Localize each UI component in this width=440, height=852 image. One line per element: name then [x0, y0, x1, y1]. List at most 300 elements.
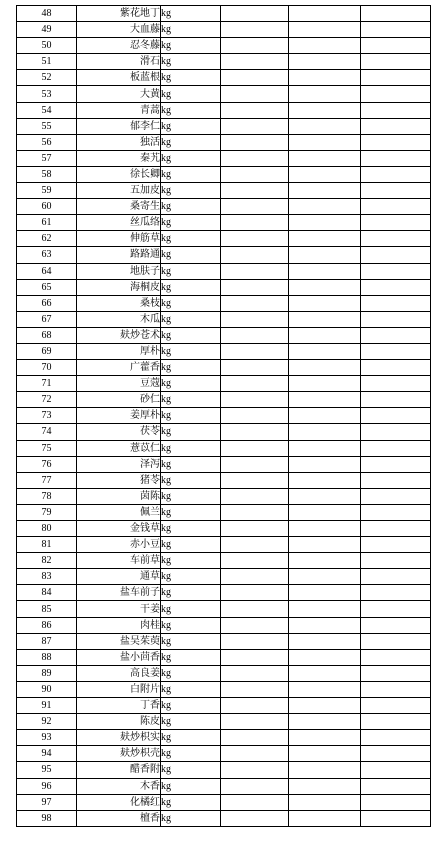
- herb-name-cell: 木香: [77, 778, 161, 794]
- herb-name-cell: 五加皮: [77, 183, 161, 199]
- row-number-cell: 98: [17, 810, 77, 826]
- empty-cell: [361, 311, 431, 327]
- unit-cell: kg: [161, 762, 221, 778]
- unit-cell: kg: [161, 263, 221, 279]
- empty-cell: [361, 231, 431, 247]
- empty-cell: [289, 440, 361, 456]
- row-number-cell: 87: [17, 633, 77, 649]
- empty-cell: [361, 6, 431, 22]
- empty-cell: [361, 456, 431, 472]
- table-row: [17, 231, 431, 247]
- table-row: [17, 86, 431, 102]
- row-number-cell: 74: [17, 424, 77, 440]
- herb-name-cell: 薏苡仁: [77, 440, 161, 456]
- empty-cell: [361, 504, 431, 520]
- row-number-cell: 53: [17, 86, 77, 102]
- empty-cell: [361, 440, 431, 456]
- row-number-cell: 57: [17, 150, 77, 166]
- empty-cell: [361, 38, 431, 54]
- herb-name-cell: 茵陈: [77, 488, 161, 504]
- unit-cell: kg: [161, 38, 221, 54]
- empty-cell: [221, 762, 289, 778]
- row-number-cell: 86: [17, 617, 77, 633]
- table-row: [17, 569, 431, 585]
- empty-cell: [361, 118, 431, 134]
- row-number-cell: 66: [17, 295, 77, 311]
- table-row: [17, 6, 431, 22]
- herb-name-cell: 大血藤: [77, 22, 161, 38]
- table-row: [17, 38, 431, 54]
- herb-name-cell: 地肤子: [77, 263, 161, 279]
- empty-cell: [221, 134, 289, 150]
- empty-cell: [221, 215, 289, 231]
- empty-cell: [289, 343, 361, 359]
- herb-name-cell: 豆蔻: [77, 376, 161, 392]
- empty-cell: [361, 762, 431, 778]
- row-number-cell: 55: [17, 118, 77, 134]
- row-number-cell: 81: [17, 537, 77, 553]
- row-number-cell: 72: [17, 392, 77, 408]
- table-row: [17, 585, 431, 601]
- table-row: [17, 553, 431, 569]
- herb-name-cell: 通草: [77, 569, 161, 585]
- row-number-cell: 65: [17, 279, 77, 295]
- row-number-cell: 78: [17, 488, 77, 504]
- empty-cell: [289, 54, 361, 70]
- unit-cell: kg: [161, 279, 221, 295]
- empty-cell: [361, 295, 431, 311]
- empty-cell: [289, 633, 361, 649]
- empty-cell: [289, 215, 361, 231]
- empty-cell: [361, 794, 431, 810]
- empty-cell: [361, 698, 431, 714]
- unit-cell: kg: [161, 231, 221, 247]
- table-row: [17, 746, 431, 762]
- empty-cell: [361, 22, 431, 38]
- unit-cell: kg: [161, 617, 221, 633]
- empty-cell: [221, 279, 289, 295]
- herb-name-cell: 车前草: [77, 553, 161, 569]
- table-row: [17, 424, 431, 440]
- empty-cell: [289, 424, 361, 440]
- table-row: [17, 343, 431, 359]
- empty-cell: [221, 118, 289, 134]
- row-number-cell: 76: [17, 456, 77, 472]
- herb-name-cell: 大黄: [77, 86, 161, 102]
- unit-cell: kg: [161, 746, 221, 762]
- row-number-cell: 79: [17, 504, 77, 520]
- empty-cell: [221, 199, 289, 215]
- row-number-cell: 88: [17, 649, 77, 665]
- herb-name-cell: 独活: [77, 134, 161, 150]
- empty-cell: [361, 778, 431, 794]
- empty-cell: [221, 649, 289, 665]
- empty-cell: [221, 247, 289, 263]
- row-number-cell: 63: [17, 247, 77, 263]
- table-row: [17, 150, 431, 166]
- empty-cell: [289, 134, 361, 150]
- empty-cell: [361, 601, 431, 617]
- empty-cell: [221, 360, 289, 376]
- unit-cell: kg: [161, 521, 221, 537]
- row-number-cell: 73: [17, 408, 77, 424]
- row-number-cell: 52: [17, 70, 77, 86]
- herb-name-cell: 泽泻: [77, 456, 161, 472]
- herb-name-cell: 檀香: [77, 810, 161, 826]
- table-row: [17, 714, 431, 730]
- empty-cell: [289, 70, 361, 86]
- empty-cell: [289, 778, 361, 794]
- herb-name-cell: 桑寄生: [77, 199, 161, 215]
- empty-cell: [221, 86, 289, 102]
- unit-cell: kg: [161, 424, 221, 440]
- empty-cell: [221, 408, 289, 424]
- herb-name-cell: 青蒿: [77, 102, 161, 118]
- row-number-cell: 61: [17, 215, 77, 231]
- unit-cell: kg: [161, 295, 221, 311]
- table-row: [17, 327, 431, 343]
- empty-cell: [361, 585, 431, 601]
- unit-cell: kg: [161, 504, 221, 520]
- herb-name-cell: 海桐皮: [77, 279, 161, 295]
- row-number-cell: 96: [17, 778, 77, 794]
- empty-cell: [221, 456, 289, 472]
- table-row: [17, 279, 431, 295]
- table-row: [17, 376, 431, 392]
- empty-cell: [221, 665, 289, 681]
- empty-cell: [221, 569, 289, 585]
- table-row: [17, 456, 431, 472]
- row-number-cell: 75: [17, 440, 77, 456]
- empty-cell: [221, 601, 289, 617]
- table-row: [17, 311, 431, 327]
- empty-cell: [361, 553, 431, 569]
- table-row: [17, 504, 431, 520]
- herb-name-cell: 赤小豆: [77, 537, 161, 553]
- table-row: [17, 794, 431, 810]
- unit-cell: kg: [161, 537, 221, 553]
- table-row: [17, 118, 431, 134]
- empty-cell: [361, 472, 431, 488]
- empty-cell: [361, 360, 431, 376]
- empty-cell: [289, 617, 361, 633]
- empty-cell: [361, 665, 431, 681]
- row-number-cell: 97: [17, 794, 77, 810]
- table-row: [17, 134, 431, 150]
- empty-cell: [221, 681, 289, 697]
- empty-cell: [361, 199, 431, 215]
- empty-cell: [221, 617, 289, 633]
- row-number-cell: 71: [17, 376, 77, 392]
- unit-cell: kg: [161, 714, 221, 730]
- empty-cell: [289, 86, 361, 102]
- empty-cell: [289, 102, 361, 118]
- unit-cell: kg: [161, 376, 221, 392]
- table-row: [17, 215, 431, 231]
- unit-cell: kg: [161, 585, 221, 601]
- empty-cell: [289, 762, 361, 778]
- herb-name-cell: 徐长卿: [77, 166, 161, 182]
- table-row: [17, 183, 431, 199]
- unit-cell: kg: [161, 311, 221, 327]
- empty-cell: [361, 247, 431, 263]
- unit-cell: kg: [161, 134, 221, 150]
- herb-name-cell: 茯苓: [77, 424, 161, 440]
- empty-cell: [221, 166, 289, 182]
- table-row: [17, 698, 431, 714]
- table-row: [17, 665, 431, 681]
- unit-cell: kg: [161, 665, 221, 681]
- empty-cell: [361, 810, 431, 826]
- empty-cell: [221, 392, 289, 408]
- row-number-cell: 60: [17, 199, 77, 215]
- empty-cell: [289, 794, 361, 810]
- empty-cell: [289, 360, 361, 376]
- empty-cell: [361, 488, 431, 504]
- unit-cell: kg: [161, 215, 221, 231]
- table-row: [17, 810, 431, 826]
- empty-cell: [361, 102, 431, 118]
- empty-cell: [221, 698, 289, 714]
- unit-cell: kg: [161, 553, 221, 569]
- empty-cell: [221, 714, 289, 730]
- empty-cell: [289, 569, 361, 585]
- unit-cell: kg: [161, 778, 221, 794]
- empty-cell: [221, 327, 289, 343]
- empty-cell: [289, 521, 361, 537]
- row-number-cell: 95: [17, 762, 77, 778]
- table-row: [17, 778, 431, 794]
- row-number-cell: 58: [17, 166, 77, 182]
- empty-cell: [289, 199, 361, 215]
- row-number-cell: 64: [17, 263, 77, 279]
- table-row: [17, 488, 431, 504]
- empty-cell: [221, 54, 289, 70]
- table-row: [17, 392, 431, 408]
- table-row: [17, 681, 431, 697]
- unit-cell: kg: [161, 633, 221, 649]
- empty-cell: [221, 183, 289, 199]
- herb-name-cell: 干姜: [77, 601, 161, 617]
- row-number-cell: 82: [17, 553, 77, 569]
- empty-cell: [221, 504, 289, 520]
- empty-cell: [221, 263, 289, 279]
- empty-cell: [221, 102, 289, 118]
- herb-name-cell: 醋香附: [77, 762, 161, 778]
- empty-cell: [221, 778, 289, 794]
- unit-cell: kg: [161, 247, 221, 263]
- empty-cell: [289, 665, 361, 681]
- table-row: [17, 633, 431, 649]
- herb-name-cell: 高良姜: [77, 665, 161, 681]
- empty-cell: [221, 810, 289, 826]
- herb-name-cell: 佩兰: [77, 504, 161, 520]
- row-number-cell: 54: [17, 102, 77, 118]
- empty-cell: [289, 118, 361, 134]
- empty-cell: [361, 521, 431, 537]
- herb-name-cell: 木瓜: [77, 311, 161, 327]
- herb-name-cell: 伸筋草: [77, 231, 161, 247]
- row-number-cell: 80: [17, 521, 77, 537]
- unit-cell: kg: [161, 440, 221, 456]
- empty-cell: [221, 150, 289, 166]
- unit-cell: kg: [161, 698, 221, 714]
- row-number-cell: 89: [17, 665, 77, 681]
- empty-cell: [361, 327, 431, 343]
- empty-cell: [221, 343, 289, 359]
- empty-cell: [289, 376, 361, 392]
- table-row: [17, 537, 431, 553]
- herb-name-cell: 陈皮: [77, 714, 161, 730]
- herb-name-cell: 麸炒苍术: [77, 327, 161, 343]
- herb-name-cell: 丝瓜络: [77, 215, 161, 231]
- empty-cell: [221, 231, 289, 247]
- empty-cell: [361, 633, 431, 649]
- empty-cell: [289, 6, 361, 22]
- row-number-cell: 83: [17, 569, 77, 585]
- unit-cell: kg: [161, 343, 221, 359]
- herb-name-cell: 广藿香: [77, 360, 161, 376]
- empty-cell: [289, 247, 361, 263]
- empty-cell: [361, 746, 431, 762]
- unit-cell: kg: [161, 569, 221, 585]
- unit-cell: kg: [161, 360, 221, 376]
- unit-cell: kg: [161, 6, 221, 22]
- herb-name-cell: 姜厚朴: [77, 408, 161, 424]
- empty-cell: [289, 504, 361, 520]
- unit-cell: kg: [161, 118, 221, 134]
- empty-cell: [289, 456, 361, 472]
- unit-cell: kg: [161, 327, 221, 343]
- row-number-cell: 68: [17, 327, 77, 343]
- unit-cell: kg: [161, 472, 221, 488]
- row-number-cell: 70: [17, 360, 77, 376]
- herb-name-cell: 丁香: [77, 698, 161, 714]
- herb-name-cell: 板蓝根: [77, 70, 161, 86]
- empty-cell: [221, 295, 289, 311]
- herb-name-cell: 忍冬藤: [77, 38, 161, 54]
- empty-cell: [289, 698, 361, 714]
- empty-cell: [361, 54, 431, 70]
- unit-cell: kg: [161, 102, 221, 118]
- empty-cell: [221, 794, 289, 810]
- empty-cell: [361, 649, 431, 665]
- herb-name-cell: 猪苓: [77, 472, 161, 488]
- empty-cell: [289, 537, 361, 553]
- empty-cell: [289, 38, 361, 54]
- empty-cell: [221, 70, 289, 86]
- empty-cell: [361, 166, 431, 182]
- empty-cell: [361, 617, 431, 633]
- herb-name-cell: 麸炒枳壳: [77, 746, 161, 762]
- row-number-cell: 59: [17, 183, 77, 199]
- empty-cell: [361, 537, 431, 553]
- empty-cell: [289, 601, 361, 617]
- empty-cell: [361, 569, 431, 585]
- unit-cell: kg: [161, 794, 221, 810]
- row-number-cell: 93: [17, 730, 77, 746]
- unit-cell: kg: [161, 730, 221, 746]
- table-row: [17, 166, 431, 182]
- unit-cell: kg: [161, 810, 221, 826]
- row-number-cell: 49: [17, 22, 77, 38]
- unit-cell: kg: [161, 150, 221, 166]
- empty-cell: [289, 231, 361, 247]
- table-row: [17, 521, 431, 537]
- herb-name-cell: 金钱草: [77, 521, 161, 537]
- row-number-cell: 51: [17, 54, 77, 70]
- empty-cell: [221, 488, 289, 504]
- unit-cell: kg: [161, 488, 221, 504]
- herb-name-cell: 化橘红: [77, 794, 161, 810]
- empty-cell: [221, 521, 289, 537]
- herb-name-cell: 路路通: [77, 247, 161, 263]
- empty-cell: [361, 392, 431, 408]
- herb-name-cell: 厚朴: [77, 343, 161, 359]
- unit-cell: kg: [161, 70, 221, 86]
- unit-cell: kg: [161, 166, 221, 182]
- empty-cell: [289, 730, 361, 746]
- empty-cell: [361, 714, 431, 730]
- empty-cell: [221, 746, 289, 762]
- empty-cell: [289, 311, 361, 327]
- row-number-cell: 62: [17, 231, 77, 247]
- empty-cell: [221, 424, 289, 440]
- empty-cell: [289, 279, 361, 295]
- herb-name-cell: 盐小茴香: [77, 649, 161, 665]
- empty-cell: [221, 730, 289, 746]
- empty-cell: [289, 295, 361, 311]
- empty-cell: [221, 633, 289, 649]
- empty-cell: [361, 424, 431, 440]
- unit-cell: kg: [161, 456, 221, 472]
- table-row: [17, 472, 431, 488]
- herb-name-cell: 桑枝: [77, 295, 161, 311]
- empty-cell: [221, 311, 289, 327]
- empty-cell: [289, 22, 361, 38]
- unit-cell: kg: [161, 649, 221, 665]
- row-number-cell: 69: [17, 343, 77, 359]
- herb-name-cell: 滑石: [77, 54, 161, 70]
- empty-cell: [289, 150, 361, 166]
- unit-cell: kg: [161, 183, 221, 199]
- table-row: [17, 22, 431, 38]
- empty-cell: [361, 279, 431, 295]
- empty-cell: [361, 263, 431, 279]
- empty-cell: [361, 215, 431, 231]
- table-row: [17, 617, 431, 633]
- empty-cell: [289, 649, 361, 665]
- empty-cell: [289, 263, 361, 279]
- row-number-cell: 92: [17, 714, 77, 730]
- empty-cell: [361, 730, 431, 746]
- empty-cell: [289, 681, 361, 697]
- herb-name-cell: 麸炒枳实: [77, 730, 161, 746]
- empty-cell: [221, 6, 289, 22]
- empty-cell: [289, 585, 361, 601]
- empty-cell: [361, 70, 431, 86]
- row-number-cell: 85: [17, 601, 77, 617]
- empty-cell: [221, 537, 289, 553]
- empty-cell: [361, 376, 431, 392]
- table-body: [17, 6, 431, 827]
- empty-cell: [289, 183, 361, 199]
- row-number-cell: 91: [17, 698, 77, 714]
- row-number-cell: 90: [17, 681, 77, 697]
- table-row: [17, 762, 431, 778]
- table-row: [17, 730, 431, 746]
- empty-cell: [289, 553, 361, 569]
